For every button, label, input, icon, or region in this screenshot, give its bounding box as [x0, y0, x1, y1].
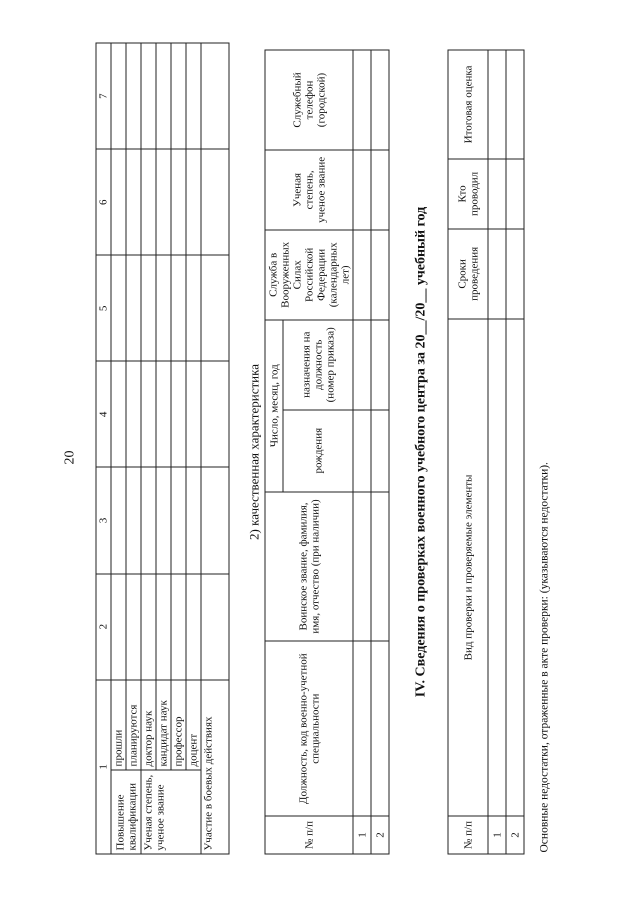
sub-label: прошли — [111, 680, 126, 770]
table-row — [141, 43, 156, 854]
sub-label: доктор наук — [141, 680, 156, 770]
row-number: 2 — [371, 816, 389, 854]
footer-note: Основные недостатки, отраженные в акте проверки: (указываются недостатки). — [538, 462, 551, 853]
table-row — [111, 43, 126, 854]
sub-label: профессор — [171, 680, 186, 770]
header-date-group: Число, месяц, год — [265, 320, 283, 492]
header-birth: рождения — [283, 410, 353, 492]
table-row — [506, 50, 524, 854]
section2-title: 2) качественная характеристика — [246, 364, 262, 540]
header-appointment: назначения на должность (номер приказа) — [283, 320, 353, 410]
table-quality — [265, 50, 390, 855]
sub-label: планируются — [126, 680, 141, 770]
table3-header-row — [448, 50, 488, 854]
table-inspections — [448, 50, 525, 855]
table-row — [371, 50, 389, 854]
row-label-combat: Участие в боевых действиях — [201, 680, 229, 854]
section4-title: IV. Сведения о проверках военного учебного центра за 20__/20__ учебный год — [413, 206, 429, 698]
row-number: 1 — [353, 816, 371, 854]
header-num: № п/п — [448, 816, 488, 854]
table-row — [488, 50, 506, 854]
table2-header-row — [265, 50, 283, 854]
row-number: 2 — [506, 816, 524, 854]
table-row — [156, 43, 171, 854]
col-number-7: 7 — [96, 43, 111, 149]
table-row — [201, 43, 229, 854]
col-number-3: 3 — [96, 467, 111, 573]
col-number-5: 5 — [96, 255, 111, 361]
header-num: № п/п — [265, 816, 353, 854]
table-row — [353, 50, 371, 854]
col-number-1: 1 — [96, 680, 111, 854]
header-type: Вид проверки и проверяемые элементы — [448, 319, 488, 816]
row-number: 1 — [488, 816, 506, 854]
header-degree: Ученая степень, ученое звание — [265, 150, 353, 230]
header-who: Кто проводил — [448, 159, 488, 229]
col-number-2: 2 — [96, 574, 111, 680]
row-label-degree: Ученая степень, ученое звание — [141, 770, 201, 854]
table-qualification — [96, 43, 230, 855]
header-dates: Сроки проведения — [448, 229, 488, 319]
table-row — [186, 43, 201, 854]
rotated-page — [1, 0, 640, 905]
col-number-6: 6 — [96, 149, 111, 255]
row-label-qualification: Повышение квалификации — [111, 770, 141, 854]
header-result: Итоговая оценка — [448, 50, 488, 159]
header-phone: Служебный телефон (городской) — [265, 50, 353, 150]
header-position: Должность, код военно-учетной специальности — [265, 641, 353, 816]
header-rank: Воинское звание, фамилия, имя, отчество (при наличии) — [265, 492, 353, 642]
page-number: 20 — [62, 450, 78, 465]
table1-header-row — [96, 43, 111, 854]
header-service: Служба в Вооруженных Силах Российской Федерации (календарных лет) — [265, 230, 353, 320]
sub-label: кандидат наук — [156, 680, 171, 770]
col-number-4: 4 — [96, 361, 111, 467]
table-row — [171, 43, 186, 854]
table-row — [126, 43, 141, 854]
sub-label: доцент — [186, 680, 201, 770]
